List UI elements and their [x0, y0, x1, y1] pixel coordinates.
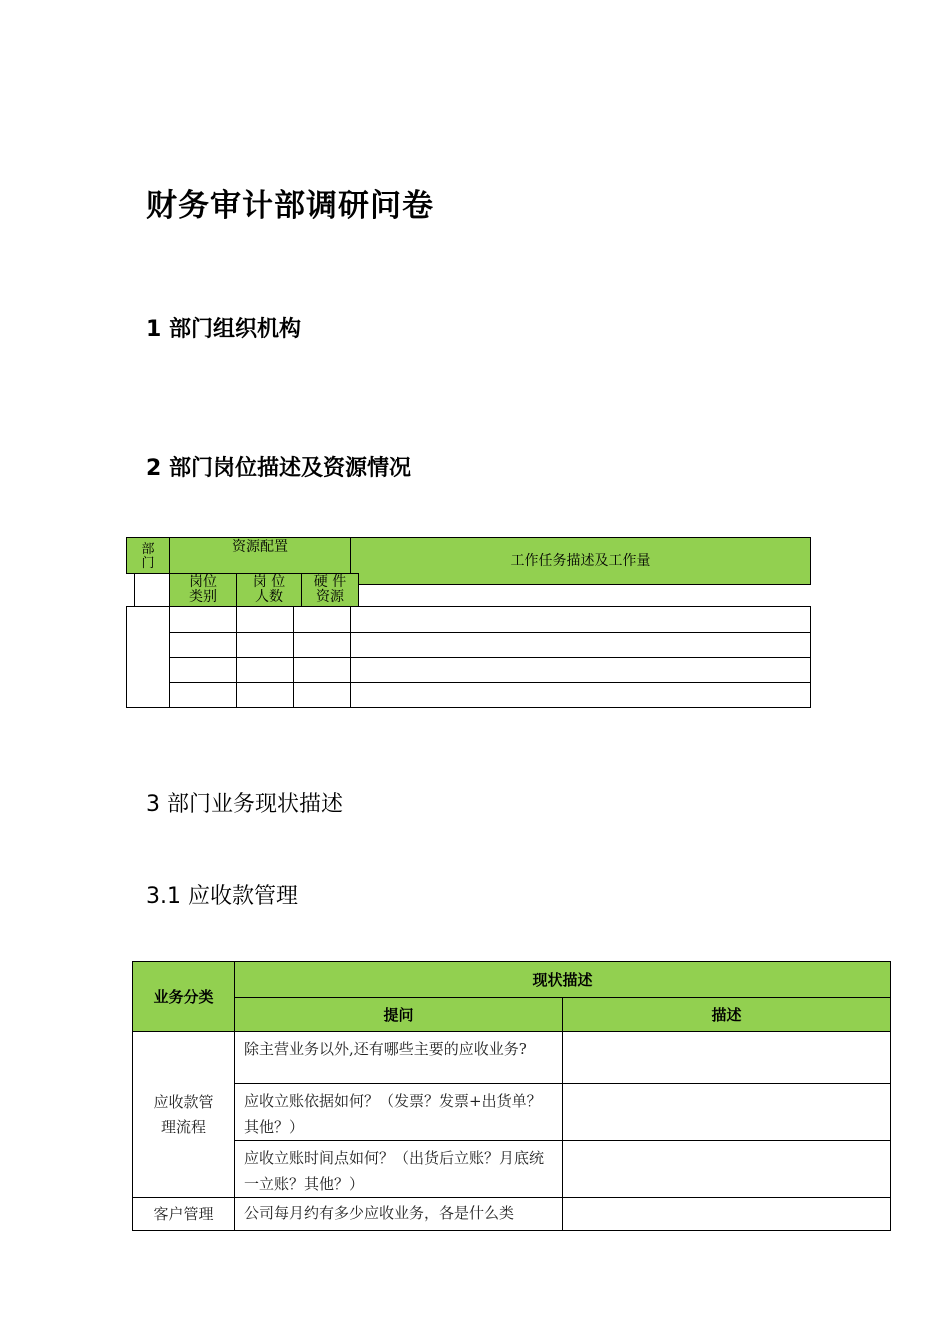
table-cell [293, 657, 351, 683]
category-cell [133, 1198, 235, 1231]
description-cell[interactable] [563, 1141, 891, 1198]
question-text: 应收立账依据如何？（发票？发票+出货单？其他？） [244, 1092, 542, 1136]
table-cell [350, 682, 811, 708]
header-resource-label: 资源配置 [232, 539, 288, 555]
header-work [350, 537, 811, 585]
table-cell [293, 632, 351, 658]
question-cell [235, 1141, 563, 1198]
header-category [133, 962, 235, 1032]
description-cell[interactable] [563, 1198, 891, 1231]
table-cell [169, 606, 237, 633]
header-status-label: 现状描述 [532, 971, 593, 989]
question-cell [235, 1198, 563, 1231]
table-cell [293, 682, 351, 708]
question-text: 除主营业务以外,还有哪些主要的应收业务? [244, 1040, 527, 1058]
category-cell [133, 1032, 235, 1198]
table-cell [236, 632, 294, 658]
category-label: 客户管理 [153, 1204, 214, 1223]
header-dept [126, 537, 170, 574]
subheader-hardware-label: 硬 件资源 [313, 574, 347, 605]
page-title: 财务审计部调研问卷 [146, 188, 434, 224]
header-desc-label: 描述 [711, 1006, 742, 1024]
table-cell [169, 657, 237, 683]
table-cell [350, 632, 811, 658]
table-cell [236, 682, 294, 708]
header-question-label: 提问 [383, 1006, 414, 1024]
table-cell [350, 657, 811, 683]
section-heading-2: 2 部门岗位描述及资源情况 [146, 456, 411, 481]
header-status [235, 962, 891, 998]
table-cell [169, 682, 237, 708]
table-cell [236, 657, 294, 683]
subheader-post-type [169, 573, 237, 607]
table-cell [169, 632, 237, 658]
subheader-post-type-label: 岗位类别 [189, 574, 217, 605]
header-question [235, 998, 563, 1032]
subheader-post-count-label: 岗 位人数 [252, 574, 286, 605]
header-desc [563, 998, 891, 1032]
receivables-survey-table [132, 961, 891, 1231]
section-heading-1: 1 部门组织机构 [146, 317, 301, 342]
header-dept-label: 部门 [141, 541, 155, 571]
subheader-hardware [301, 573, 359, 607]
header-resource [169, 537, 351, 574]
question-cell [235, 1032, 563, 1084]
section-heading-3-1: 3.1 应收款管理 [146, 884, 298, 909]
table-cell [350, 606, 811, 633]
dept-cell [126, 606, 170, 708]
header-category-label: 业务分类 [153, 988, 214, 1006]
description-cell[interactable] [563, 1084, 891, 1141]
question-cell [235, 1084, 563, 1141]
section-heading-3: 3 部门业务现状描述 [146, 792, 343, 817]
table-cell [293, 606, 351, 633]
question-text: 公司每月约有多少应收业务，各是什么类 [244, 1204, 515, 1222]
subheader-post-count [236, 573, 302, 607]
question-text: 应收立账时间点如何？（出货后立账？月底统一立账？其他？） [244, 1149, 545, 1193]
header-work-label: 工作任务描述及工作量 [510, 552, 651, 569]
subheader-blank [134, 573, 170, 607]
description-cell[interactable] [563, 1032, 891, 1084]
category-label: 应收款管理流程 [153, 1092, 214, 1136]
table-cell [236, 606, 294, 633]
